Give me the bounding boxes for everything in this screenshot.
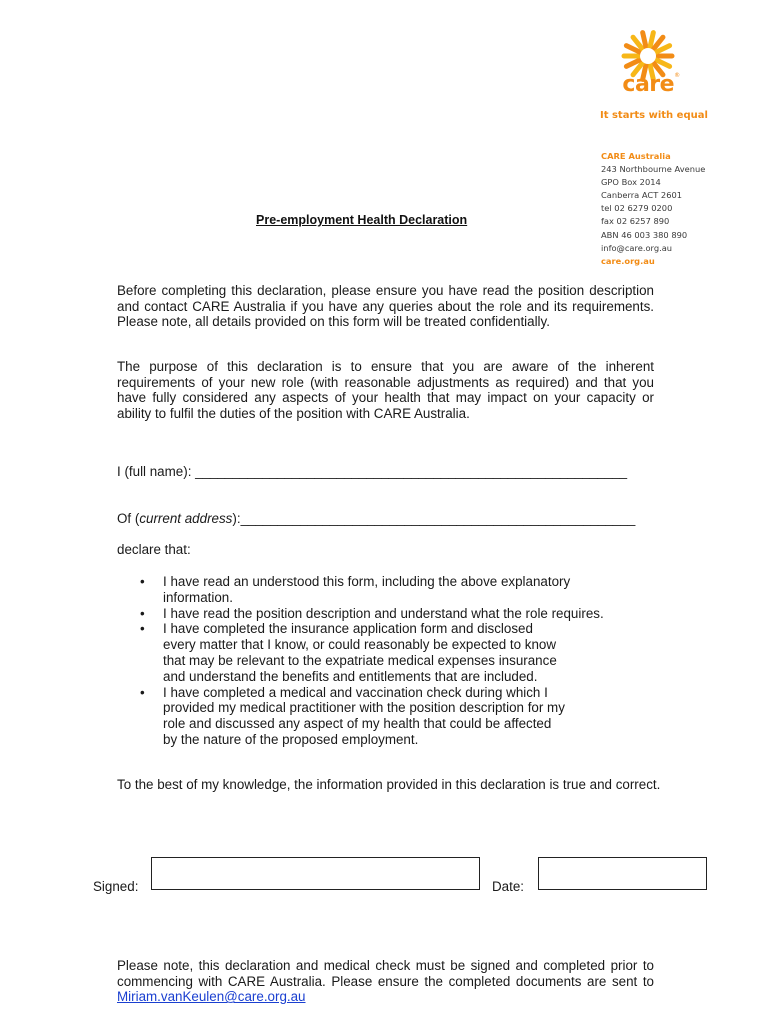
address-line: fax 02 6257 890	[601, 216, 670, 227]
bullet: •	[140, 574, 145, 589]
bullet: •	[140, 621, 145, 637]
list-line: I have read an understood this form, including the above explanatory	[163, 574, 571, 589]
purpose-paragraph: The purpose of this declaration is to ensure that you are aware of the inherent requirements of your new role (with reasonable adjustments as required) and that you have fully considered any aspects of your health that may impact on your capacity or ability to fulfil the duties of the position with CARE Australia.	[117, 359, 654, 421]
address-line: Canberra ACT 2601	[601, 190, 683, 201]
email-link[interactable]: Miriam.vanKeulen@care.org.au	[117, 989, 306, 1005]
address-suffix: ):	[232, 511, 241, 526]
page-title: Pre-employment Health Declaration	[256, 213, 468, 227]
footer-paragraph	[117, 958, 654, 1005]
address-prefix: Of (	[117, 511, 140, 526]
bullet: •	[140, 684, 145, 700]
registered-mark: ®	[674, 72, 680, 79]
list-line: that may be relevant to the expatriate medical expenses insurance	[163, 652, 557, 668]
address-line: ABN 46 003 380 890	[601, 229, 688, 240]
list-line: information.	[163, 589, 233, 605]
list-line: I have completed a medical and vaccination check during which I	[163, 684, 548, 700]
declaration-list	[140, 574, 700, 748]
list-line: role and discussed any aspect of my health that could be affected	[163, 716, 552, 732]
full-name-line[interactable]: __________________________________________________________	[195, 464, 628, 479]
date-label: Date:	[492, 879, 525, 894]
address-field[interactable]	[117, 511, 635, 526]
address-line: 243 Northbourne Avenue	[601, 164, 706, 175]
address-line: tel 02 6279 0200	[601, 203, 673, 214]
address-block	[601, 150, 705, 268]
footer-text: Please note, this declaration and medical check must be signed and completed prior to commencing with CARE Australia. Please ensure the completed documents are sent to	[117, 958, 654, 989]
logo-ray	[643, 33, 646, 48]
list-item	[140, 685, 700, 748]
intro-paragraph: Before completing this declaration, please ensure you have read the position description and contact CARE Australia if you have any queries about the role and its requirements. Please note, all details provided on this form will be treated confidentially.	[117, 283, 654, 330]
logo-ray	[650, 33, 653, 48]
address-line: info@care.org.au	[601, 242, 673, 253]
logo-wordmark	[606, 72, 696, 97]
logo-tagline: It starts with equal	[600, 110, 708, 121]
bullet: •	[140, 605, 145, 621]
logo-word: care	[622, 72, 675, 97]
list-item	[140, 606, 700, 622]
list-line: and understand the benefits and entitlements that are included.	[163, 668, 538, 684]
full-name-field[interactable]	[117, 464, 627, 479]
list-line: provided my medical practitioner with the position description for my	[163, 700, 565, 716]
declare-label: declare that:	[117, 542, 191, 557]
list-line: by the nature of the proposed employment.	[163, 731, 419, 747]
address-line[interactable]: _____________________________________________________	[240, 511, 636, 526]
list-line: every matter that I know, or could reasonably be expected to know	[163, 637, 557, 653]
signed-label: Signed:	[93, 879, 139, 894]
list-line: I have read the position description and understand what the role requires.	[163, 605, 604, 621]
website: care.org.au	[601, 255, 655, 266]
signature-box[interactable]	[151, 857, 480, 890]
list-item	[140, 574, 700, 606]
list-line: I have completed the insurance application form and disclosed	[163, 621, 533, 637]
org-name: CARE Australia	[601, 151, 671, 161]
address-italic: current address	[139, 511, 233, 526]
affirmation-paragraph: To the best of my knowledge, the information provided in this declaration is true and correct.	[117, 777, 661, 792]
date-box[interactable]	[538, 857, 707, 890]
address-line: GPO Box 2014	[601, 177, 661, 188]
list-item	[140, 621, 700, 684]
full-name-label: I (full name):	[117, 464, 196, 479]
